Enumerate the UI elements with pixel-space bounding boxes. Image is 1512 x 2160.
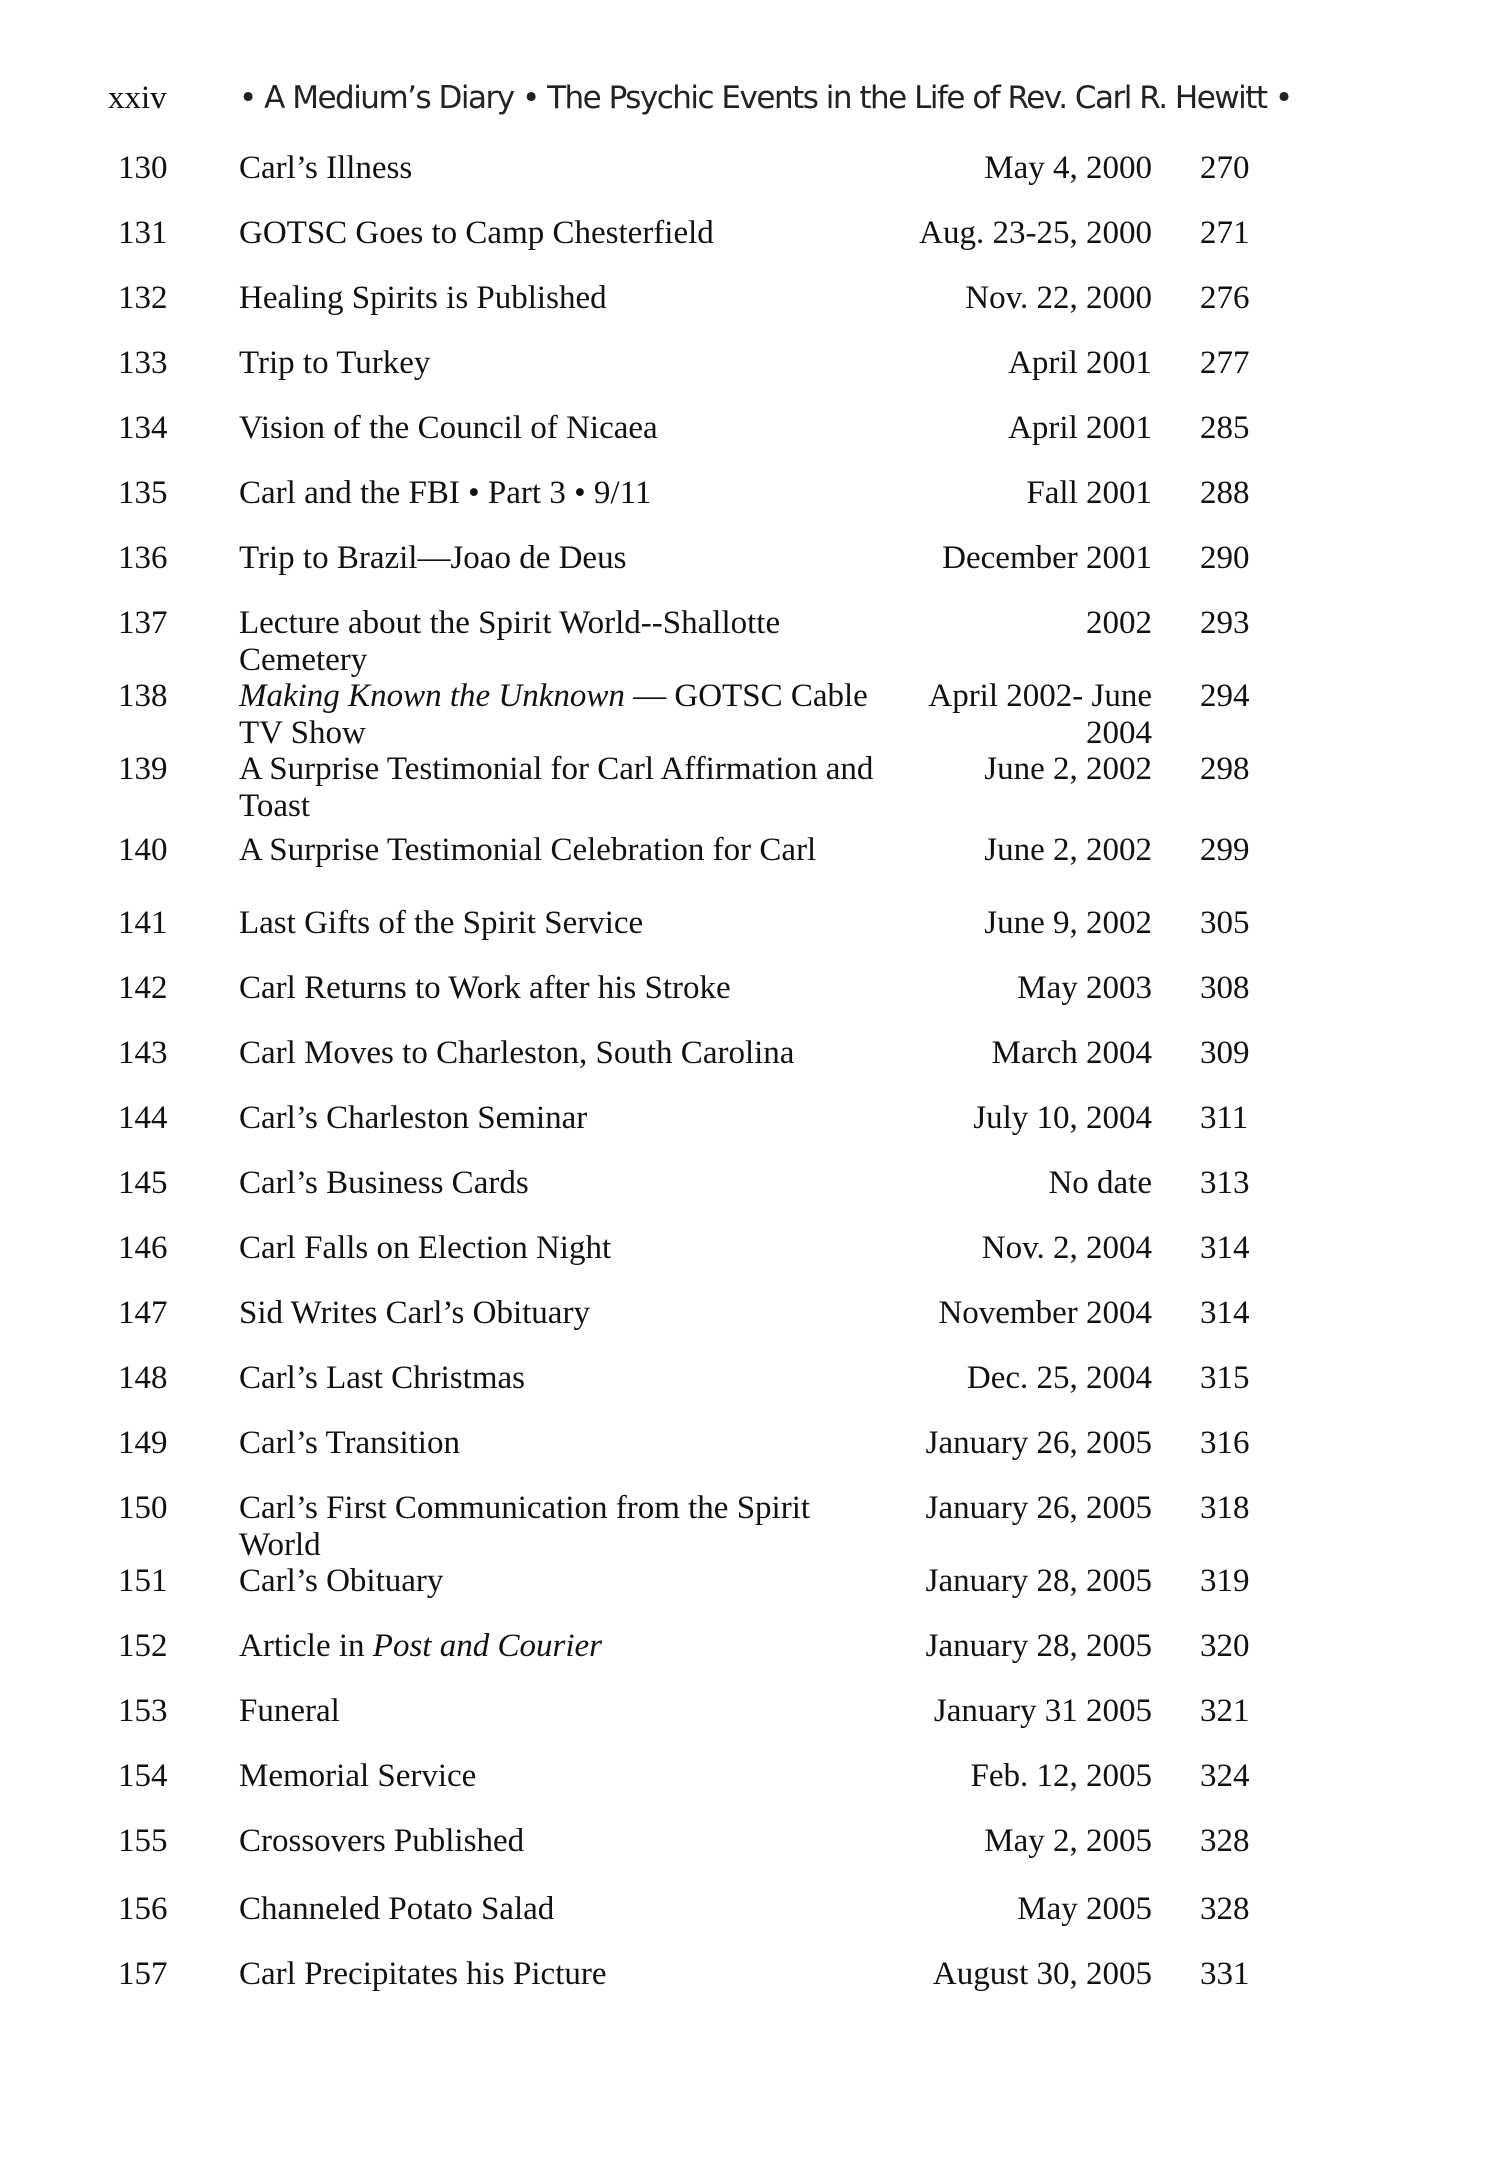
entry-title: A Surprise Testimonial for Carl Affirmation and Toast [239, 751, 874, 824]
entry-page: 314 [1200, 1295, 1250, 1331]
entry-number: 144 [118, 1100, 168, 1136]
entry-date: January 26, 2005 [925, 1425, 1152, 1461]
entry-number: 148 [118, 1360, 168, 1396]
entry-title: Vision of the Council of Nicaea [239, 410, 658, 446]
entry-number: 130 [118, 150, 168, 186]
entry-page: 331 [1200, 1956, 1250, 1992]
entry-date: July 10, 2004 [973, 1100, 1152, 1136]
entry-title [239, 678, 879, 752]
entry-title: Carl Returns to Work after his Stroke [239, 970, 731, 1006]
entry-date: April 2001 [1008, 345, 1152, 381]
entry-title: Carl’s Business Cards [239, 1165, 529, 1201]
entry-date: No date [1048, 1165, 1152, 1201]
contents-entry [0, 1360, 1512, 1432]
entry-page: 328 [1200, 1891, 1250, 1927]
entry-page: 308 [1200, 970, 1250, 1006]
entry-number: 140 [118, 832, 168, 868]
entry-number: 151 [118, 1563, 168, 1599]
contents-entry [0, 832, 1512, 904]
contents-entry [0, 1035, 1512, 1107]
entry-title: GOTSC Goes to Camp Chesterfield [239, 215, 714, 251]
entry-date: June 9, 2002 [984, 905, 1152, 941]
entry-title: Carl’s Transition [239, 1425, 460, 1461]
entry-page: 305 [1200, 905, 1250, 941]
entry-date: January 26, 2005 [925, 1490, 1152, 1526]
entry-number: 134 [118, 410, 168, 446]
entry-title: Sid Writes Carl’s Obituary [239, 1295, 590, 1331]
entry-title: Funeral [239, 1693, 340, 1729]
entry-page: 314 [1200, 1230, 1250, 1266]
entry-number: 154 [118, 1758, 168, 1794]
entry-number: 147 [118, 1295, 168, 1331]
entry-date: 2002 [1086, 605, 1152, 641]
entry-number: 139 [118, 751, 168, 787]
entry-date: May 2003 [1017, 970, 1152, 1006]
entry-page: 324 [1200, 1758, 1250, 1794]
entry-date: June 2, 2002 [984, 832, 1152, 868]
entry-page: 321 [1200, 1693, 1250, 1729]
entry-number: 156 [118, 1891, 168, 1927]
entry-number: 157 [118, 1956, 168, 1992]
entry-page: 293 [1200, 605, 1250, 641]
entry-date: May 2, 2005 [984, 1823, 1152, 1859]
entry-title: Channeled Potato Salad [239, 1891, 555, 1927]
entry-title: Carl’s First Communication from the Spirit World [239, 1490, 811, 1563]
entry-page: 318 [1200, 1490, 1250, 1526]
running-header [108, 80, 1292, 128]
entry-date: May 4, 2000 [984, 150, 1152, 186]
contents-entry [0, 1490, 1512, 1562]
entry-number: 153 [118, 1693, 168, 1729]
contents-entry [0, 1230, 1512, 1302]
contents-entry [0, 1823, 1512, 1895]
entry-number: 135 [118, 475, 168, 511]
entry-date: Aug. 23-25, 2000 [919, 215, 1152, 251]
entry-title: Carl Moves to Charleston, South Carolina [239, 1035, 795, 1071]
entry-number: 145 [118, 1165, 168, 1201]
entry-title: Trip to Brazil—Joao de Deus [239, 540, 627, 576]
contents-entry [0, 1425, 1512, 1497]
entry-date: March 2004 [991, 1035, 1152, 1071]
entry-date: June 2, 2002 [984, 751, 1152, 787]
entry-date: Nov. 2, 2004 [981, 1230, 1152, 1266]
entry-page: 313 [1200, 1165, 1250, 1201]
entry-title: Carl’s Last Christmas [239, 1360, 525, 1396]
contents-entry [0, 1295, 1512, 1367]
entry-page: 315 [1200, 1360, 1250, 1396]
entry-date: Feb. 12, 2005 [970, 1758, 1152, 1794]
contents-entry [0, 1956, 1512, 2028]
entry-title: Last Gifts of the Spirit Service [239, 905, 644, 941]
contents-entry [0, 678, 1512, 750]
entry-page: 309 [1200, 1035, 1250, 1071]
entry-title: Trip to Turkey [239, 345, 431, 381]
entry-title: Carl Precipitates his Picture [239, 1956, 607, 1992]
entry-number: 138 [118, 678, 168, 714]
entry-title [239, 1628, 879, 1665]
entry-number: 132 [118, 280, 168, 316]
contents-entry [0, 970, 1512, 1042]
entry-date: Dec. 25, 2004 [966, 1360, 1152, 1396]
contents-entry [0, 540, 1512, 612]
entry-number: 149 [118, 1425, 168, 1461]
entry-number: 155 [118, 1823, 168, 1859]
entry-page: 276 [1200, 280, 1250, 316]
entry-date: April 2001 [1008, 410, 1152, 446]
entry-number: 141 [118, 905, 168, 941]
contents-entry [0, 1628, 1512, 1700]
entry-title: Memorial Service [239, 1758, 477, 1794]
entry-number: 137 [118, 605, 168, 641]
entry-date: January 28, 2005 [925, 1628, 1152, 1664]
contents-entry [0, 1563, 1512, 1635]
entry-date: January 28, 2005 [925, 1563, 1152, 1599]
entry-page: 290 [1200, 540, 1250, 576]
entry-page: 316 [1200, 1425, 1250, 1461]
entry-number: 133 [118, 345, 168, 381]
entry-page: 328 [1200, 1823, 1250, 1859]
entry-number: 143 [118, 1035, 168, 1071]
page-number: xxiv [108, 80, 167, 116]
entry-date: April 2002- June 2004 [928, 678, 1152, 751]
entry-title: Lecture about the Spirit World--Shallotte Cemetery [239, 605, 781, 678]
entry-page: 271 [1200, 215, 1250, 251]
contents-entry [0, 280, 1512, 352]
entry-page: 288 [1200, 475, 1250, 511]
entry-page: 294 [1200, 678, 1250, 714]
entry-title: Carl Falls on Election Night [239, 1230, 612, 1266]
entry-number: 136 [118, 540, 168, 576]
entry-page: 277 [1200, 345, 1250, 381]
entry-date: August 30, 2005 [932, 1956, 1152, 1992]
entry-number: 152 [118, 1628, 168, 1664]
contents-entry [0, 751, 1512, 823]
entry-number: 146 [118, 1230, 168, 1266]
contents-entry [0, 215, 1512, 287]
entry-number: 150 [118, 1490, 168, 1526]
entry-date: Fall 2001 [1026, 475, 1152, 511]
entry-title: A Surprise Testimonial Celebration for Carl [239, 832, 817, 868]
contents-entry [0, 475, 1512, 547]
entry-page: 270 [1200, 150, 1250, 186]
entry-title-italic: Making Known the Unknown [239, 678, 625, 714]
contents-entry [0, 1891, 1512, 1963]
entry-title-italic: Post and Courier [372, 1628, 602, 1664]
entry-page: 319 [1200, 1563, 1250, 1599]
contents-entry [0, 1165, 1512, 1237]
entry-page: 311 [1200, 1100, 1249, 1136]
entry-title-prefix: Article in [239, 1628, 373, 1664]
entry-title: Crossovers Published [239, 1823, 525, 1859]
entry-title: Carl’s Illness [239, 150, 413, 186]
entry-date: December 2001 [942, 540, 1152, 576]
entry-page: 285 [1200, 410, 1250, 446]
entry-date: Nov. 22, 2000 [965, 280, 1152, 316]
running-title: • A Medium’s Diary • The Psychic Events in the Life of Rev. Carl R. Hewitt • [239, 80, 1292, 116]
contents-entry [0, 605, 1512, 677]
entry-page: 299 [1200, 832, 1250, 868]
entry-title: Healing Spirits is Published [239, 280, 607, 316]
contents-entry [0, 905, 1512, 977]
contents-entry [0, 1100, 1512, 1172]
entry-title: Carl’s Obituary [239, 1563, 444, 1599]
entry-date: May 2005 [1017, 1891, 1152, 1927]
entry-title-rest: — GOTSC Cable TV Show [239, 678, 868, 751]
contents-entry [0, 410, 1512, 482]
contents-entry [0, 1693, 1512, 1765]
contents-entry [0, 150, 1512, 222]
entry-date: January 31 2005 [933, 1693, 1152, 1729]
entry-title: Carl and the FBI • Part 3 • 9/11 [239, 475, 652, 511]
entry-page: 320 [1200, 1628, 1250, 1664]
entry-title: Carl’s Charleston Seminar [239, 1100, 588, 1136]
contents-entry [0, 345, 1512, 417]
entry-number: 142 [118, 970, 168, 1006]
entry-date: November 2004 [938, 1295, 1152, 1331]
entry-page: 298 [1200, 751, 1250, 787]
contents-entry [0, 1758, 1512, 1830]
entry-number: 131 [118, 215, 168, 251]
